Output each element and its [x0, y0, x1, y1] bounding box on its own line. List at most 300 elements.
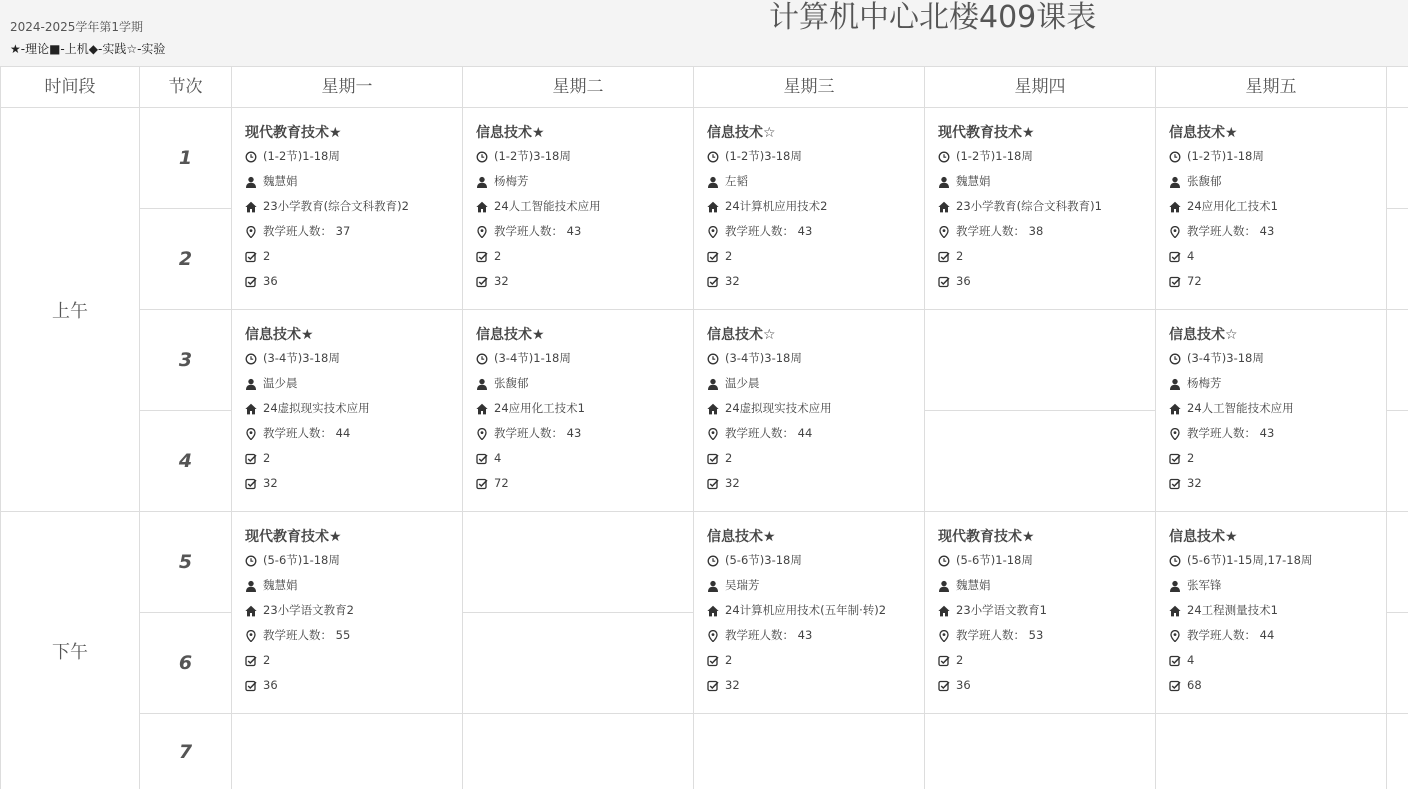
course-count-row	[707, 421, 832, 446]
user-icon	[1169, 580, 1181, 592]
course-class: 24人工智能技术应用	[494, 199, 601, 213]
page-title: 计算机中心北楼409课表	[769, 0, 1097, 35]
check-square-icon	[1169, 655, 1181, 667]
check-square-icon	[245, 680, 257, 692]
check-square-icon	[476, 251, 488, 263]
course-name: 信息技术☆	[707, 125, 776, 141]
course-weeks-row	[1169, 346, 1294, 371]
cell-tue-5[interactable]	[463, 512, 694, 613]
check-square-icon	[245, 276, 257, 288]
cell-mon-5-6[interactable]	[232, 512, 463, 714]
course-value2: 36	[956, 678, 971, 692]
course-entry[interactable]	[476, 324, 585, 496]
check-square-icon	[938, 276, 950, 288]
home-icon	[245, 201, 257, 213]
course-class-row	[245, 194, 409, 219]
course-value2: 32	[725, 476, 740, 490]
clock-icon	[938, 151, 950, 163]
course-name: 现代教育技术★	[938, 125, 1035, 141]
cell-overflow-2	[1387, 209, 1408, 310]
check-square-icon	[707, 453, 719, 465]
cell-tue-6[interactable]	[463, 613, 694, 714]
home-icon	[938, 605, 950, 617]
location-icon	[476, 428, 488, 440]
location-icon	[1169, 630, 1181, 642]
course-teacher: 左韬	[725, 174, 748, 188]
home-icon	[476, 403, 488, 415]
legend-label: ★-理论■-上机◆-实践☆-实验	[10, 42, 166, 56]
course-value2: 32	[263, 476, 278, 490]
clock-icon	[476, 353, 488, 365]
course-name: 现代教育技术★	[938, 529, 1035, 545]
course-count: 教学班人数： 37	[263, 224, 351, 238]
clock-icon	[707, 151, 719, 163]
course-teacher-row	[938, 169, 1102, 194]
time-slot-morning	[0, 108, 140, 512]
user-icon	[707, 580, 719, 592]
course-weeks: (5-6节)3-18周	[725, 553, 802, 567]
cell-overflow-4	[1387, 411, 1408, 512]
course-count: 教学班人数： 44	[1187, 628, 1275, 642]
course-value1: 2	[725, 653, 733, 667]
home-icon	[707, 201, 719, 213]
course-teacher-row	[707, 371, 832, 396]
header-day-mon: 星期一	[232, 66, 463, 108]
check-square-icon	[476, 453, 488, 465]
course-entry[interactable]	[245, 526, 354, 698]
course-class-row	[245, 396, 370, 421]
cell-mon-7[interactable]	[232, 714, 463, 789]
course-class: 24人工智能技术应用	[1187, 401, 1294, 415]
location-icon	[938, 226, 950, 238]
course-value2-row	[476, 269, 601, 294]
course-class-row	[707, 598, 886, 623]
course-value2-row	[1169, 269, 1278, 294]
course-weeks: (5-6节)1-18周	[263, 553, 340, 567]
course-class: 24虚拟现实技术应用	[725, 401, 832, 415]
course-weeks-row	[938, 548, 1047, 573]
course-weeks: (3-4节)3-18周	[725, 351, 802, 365]
check-square-icon	[245, 251, 257, 263]
course-teacher: 张馥郁	[1187, 174, 1222, 188]
course-class: 24虚拟现实技术应用	[263, 401, 370, 415]
course-teacher: 杨梅芳	[494, 174, 529, 188]
home-icon	[245, 605, 257, 617]
course-count-row	[476, 421, 585, 446]
course-class-row	[245, 598, 354, 623]
period-7: 7	[140, 714, 232, 789]
location-icon	[1169, 226, 1181, 238]
cell-tue-7[interactable]	[463, 714, 694, 789]
course-class: 24应用化工技术1	[494, 401, 585, 415]
course-value1-row	[1169, 446, 1294, 471]
user-icon	[245, 378, 257, 390]
course-value1: 4	[1187, 653, 1195, 667]
header-day-thu: 星期四	[925, 66, 1156, 108]
period-6: 6	[140, 613, 232, 714]
course-weeks: (3-4节)3-18周	[263, 351, 340, 365]
course-entry[interactable]	[245, 122, 409, 294]
course-entry[interactable]	[707, 526, 886, 698]
check-square-icon	[245, 655, 257, 667]
clock-icon	[245, 151, 257, 163]
clock-icon	[245, 555, 257, 567]
location-icon	[245, 630, 257, 642]
course-value1-row	[707, 648, 886, 673]
check-square-icon	[938, 680, 950, 692]
course-count-row	[476, 219, 601, 244]
course-entry[interactable]	[1169, 324, 1294, 496]
check-square-icon	[1169, 680, 1181, 692]
clock-icon	[1169, 353, 1181, 365]
course-value1-row	[938, 648, 1047, 673]
course-name: 信息技术★	[245, 327, 314, 343]
course-teacher: 魏慧娟	[956, 578, 991, 592]
cell-wed-5-6[interactable]	[694, 512, 925, 714]
check-square-icon	[1169, 478, 1181, 490]
home-icon	[938, 201, 950, 213]
course-value2-row	[1169, 471, 1294, 496]
course-class: 23小学教育(综合文科教育)1	[956, 199, 1102, 213]
period-4: 4	[140, 411, 232, 512]
course-count: 教学班人数： 38	[956, 224, 1044, 238]
course-value1-row	[245, 648, 354, 673]
course-teacher: 温少晨	[725, 376, 760, 390]
course-value2-row	[707, 269, 827, 294]
cell-thu-7[interactable]	[925, 714, 1156, 789]
course-weeks-row	[245, 144, 409, 169]
course-count-row	[938, 623, 1047, 648]
check-square-icon	[1169, 251, 1181, 263]
course-name: 信息技术★	[707, 529, 776, 545]
course-class-row	[1169, 396, 1294, 421]
user-icon	[707, 176, 719, 188]
course-count-row	[245, 623, 354, 648]
cell-fri-1-2[interactable]	[1156, 108, 1387, 310]
course-teacher: 杨梅芳	[1187, 376, 1222, 390]
cell-thu-3[interactable]	[925, 310, 1156, 411]
course-class-row	[476, 396, 585, 421]
location-icon	[1169, 428, 1181, 440]
course-count-row	[707, 623, 886, 648]
cell-tue-1-2[interactable]	[463, 108, 694, 310]
user-icon	[245, 580, 257, 592]
course-class-row	[1169, 598, 1312, 623]
course-class-row	[938, 194, 1102, 219]
course-value2: 36	[956, 274, 971, 288]
semester-label: 2024-2025学年第1学期	[10, 20, 144, 34]
course-value2-row	[245, 673, 354, 698]
course-value2: 72	[494, 476, 509, 490]
page-header	[0, 0, 1408, 67]
course-value2-row	[707, 673, 886, 698]
course-value1: 2	[725, 451, 733, 465]
cell-wed-7[interactable]	[694, 714, 925, 789]
check-square-icon	[938, 655, 950, 667]
user-icon	[1169, 378, 1181, 390]
course-count-row	[1169, 623, 1312, 648]
course-count-row	[938, 219, 1102, 244]
course-name: 信息技术★	[1169, 529, 1238, 545]
check-square-icon	[1169, 453, 1181, 465]
course-teacher: 魏慧娟	[956, 174, 991, 188]
course-value1: 2	[725, 249, 733, 263]
check-square-icon	[707, 251, 719, 263]
cell-thu-4[interactable]	[925, 411, 1156, 512]
clock-icon	[938, 555, 950, 567]
user-icon	[476, 176, 488, 188]
course-count: 教学班人数： 44	[725, 426, 813, 440]
course-value2: 32	[725, 274, 740, 288]
course-class-row	[938, 598, 1047, 623]
course-weeks: (1-2节)1-18周	[956, 149, 1033, 163]
course-value1-row	[1169, 648, 1312, 673]
course-teacher-row	[1169, 371, 1294, 396]
course-value2-row	[476, 471, 585, 496]
course-class: 24工程测量技术1	[1187, 603, 1278, 617]
clock-icon	[707, 555, 719, 567]
course-weeks: (1-2节)1-18周	[263, 149, 340, 163]
course-value1: 2	[263, 451, 271, 465]
cell-overflow-7	[1387, 714, 1408, 789]
user-icon	[476, 378, 488, 390]
course-teacher: 魏慧娟	[263, 174, 298, 188]
cell-fri-7[interactable]	[1156, 714, 1387, 789]
course-value2-row	[938, 269, 1102, 294]
home-icon	[707, 605, 719, 617]
location-icon	[707, 226, 719, 238]
course-count: 教学班人数： 55	[263, 628, 351, 642]
course-weeks-row	[245, 346, 370, 371]
course-weeks: (5-6节)1-15周,17-18周	[1187, 553, 1313, 567]
user-icon	[938, 176, 950, 188]
clock-icon	[245, 353, 257, 365]
course-teacher-row	[476, 371, 585, 396]
course-weeks: (1-2节)1-18周	[1187, 149, 1264, 163]
location-icon	[245, 226, 257, 238]
course-class: 24计算机应用技术(五年制·转)2	[725, 603, 887, 617]
course-value1: 4	[1187, 249, 1195, 263]
course-teacher-row	[1169, 169, 1278, 194]
header-day-wed: 星期三	[694, 66, 925, 108]
course-count-row	[707, 219, 827, 244]
cell-overflow-3	[1387, 310, 1408, 411]
check-square-icon	[707, 276, 719, 288]
home-icon	[707, 403, 719, 415]
user-icon	[938, 580, 950, 592]
period-3: 3	[140, 310, 232, 411]
time-slot-afternoon	[0, 512, 140, 789]
course-value2: 32	[1187, 476, 1202, 490]
course-weeks-row	[476, 346, 585, 371]
location-icon	[245, 428, 257, 440]
course-value2-row	[707, 471, 832, 496]
course-teacher: 张馥郁	[494, 376, 529, 390]
home-icon	[1169, 403, 1181, 415]
course-count-row	[245, 421, 370, 446]
course-weeks-row	[245, 548, 354, 573]
header-day-fri: 星期五	[1156, 66, 1387, 108]
cell-overflow-6	[1387, 613, 1408, 714]
location-icon	[707, 630, 719, 642]
course-count-row	[1169, 421, 1294, 446]
course-value2: 36	[263, 678, 278, 692]
course-count: 教学班人数： 43	[494, 224, 582, 238]
cell-mon-3-4[interactable]	[232, 310, 463, 512]
period-2: 2	[140, 209, 232, 310]
clock-icon	[1169, 151, 1181, 163]
course-value2: 68	[1187, 678, 1202, 692]
course-value2: 32	[494, 274, 509, 288]
course-teacher-row	[476, 169, 601, 194]
user-icon	[1169, 176, 1181, 188]
course-teacher-row	[245, 573, 354, 598]
course-weeks-row	[1169, 144, 1278, 169]
course-entry[interactable]	[938, 526, 1047, 698]
home-icon	[1169, 605, 1181, 617]
course-value1: 2	[263, 249, 271, 263]
course-value1-row	[707, 446, 832, 471]
course-weeks-row	[707, 548, 886, 573]
course-class: 23小学语文教育1	[956, 603, 1047, 617]
header-period: 节次	[140, 66, 232, 108]
cell-tue-3-4[interactable]	[463, 310, 694, 512]
clock-icon	[707, 353, 719, 365]
course-count: 教学班人数： 43	[1187, 224, 1275, 238]
course-teacher-row	[938, 573, 1047, 598]
course-count-row	[245, 219, 409, 244]
course-value1-row	[476, 446, 585, 471]
clock-icon	[476, 151, 488, 163]
course-weeks: (3-4节)3-18周	[1187, 351, 1264, 365]
clock-icon	[1169, 555, 1181, 567]
location-icon	[938, 630, 950, 642]
course-teacher-row	[707, 573, 886, 598]
course-weeks: (5-6节)1-18周	[956, 553, 1033, 567]
course-value2: 36	[263, 274, 278, 288]
course-weeks: (1-2节)3-18周	[725, 149, 802, 163]
course-value1-row	[938, 244, 1102, 269]
location-icon	[707, 428, 719, 440]
course-entry[interactable]	[938, 122, 1102, 294]
course-weeks-row	[476, 144, 601, 169]
check-square-icon	[245, 478, 257, 490]
course-weeks-row	[1169, 548, 1312, 573]
check-square-icon	[707, 478, 719, 490]
schedule-table	[0, 66, 1408, 789]
course-count: 教学班人数： 44	[263, 426, 351, 440]
course-name: 现代教育技术★	[245, 125, 342, 141]
course-value1-row	[245, 446, 370, 471]
course-class: 24应用化工技术1	[1187, 199, 1278, 213]
course-count: 教学班人数： 43	[725, 224, 813, 238]
course-value1-row	[476, 244, 601, 269]
course-teacher: 魏慧娟	[263, 578, 298, 592]
course-value2-row	[245, 269, 409, 294]
time-slot-morning-label: 上午	[52, 300, 88, 322]
course-entry[interactable]	[245, 324, 370, 496]
header-day-tue: 星期二	[463, 66, 694, 108]
course-value2-row	[938, 673, 1047, 698]
course-value1: 2	[956, 249, 964, 263]
course-value1: 2	[263, 653, 271, 667]
course-count: 教学班人数： 53	[956, 628, 1044, 642]
cell-thu-5-6[interactable]	[925, 512, 1156, 714]
period-1: 1	[140, 108, 232, 209]
course-value1: 4	[494, 451, 502, 465]
course-entry[interactable]	[1169, 122, 1278, 294]
cell-wed-1-2[interactable]	[694, 108, 925, 310]
course-class: 23小学语文教育2	[263, 603, 354, 617]
cell-fri-3-4[interactable]	[1156, 310, 1387, 512]
course-count: 教学班人数： 43	[494, 426, 582, 440]
course-value2-row	[245, 471, 370, 496]
course-name: 信息技术☆	[707, 327, 776, 343]
user-icon	[707, 378, 719, 390]
course-count: 教学班人数： 43	[1187, 426, 1275, 440]
location-icon	[476, 226, 488, 238]
course-name: 信息技术★	[476, 327, 545, 343]
home-icon	[476, 201, 488, 213]
check-square-icon	[938, 251, 950, 263]
cell-mon-1-2[interactable]	[232, 108, 463, 310]
header-time-slot: 时间段	[0, 66, 140, 108]
user-icon	[245, 176, 257, 188]
cell-overflow-1	[1387, 108, 1408, 209]
course-count-row	[1169, 219, 1278, 244]
course-value1-row	[707, 244, 827, 269]
course-value1: 2	[1187, 451, 1195, 465]
home-icon	[245, 403, 257, 415]
time-slot-afternoon-label: 下午	[52, 641, 88, 663]
check-square-icon	[1169, 276, 1181, 288]
course-teacher: 温少晨	[263, 376, 298, 390]
course-teacher-row	[707, 169, 827, 194]
course-class: 24计算机应用技术2	[725, 199, 828, 213]
cell-thu-1-2[interactable]	[925, 108, 1156, 310]
course-weeks-row	[707, 346, 832, 371]
course-entry[interactable]	[1169, 526, 1312, 698]
course-value1: 2	[956, 653, 964, 667]
course-value2: 72	[1187, 274, 1202, 288]
cell-fri-5-6[interactable]	[1156, 512, 1387, 714]
course-value1-row	[1169, 244, 1278, 269]
check-square-icon	[245, 453, 257, 465]
check-square-icon	[476, 478, 488, 490]
course-entry[interactable]	[476, 122, 601, 294]
check-square-icon	[707, 680, 719, 692]
home-icon	[1169, 201, 1181, 213]
cell-wed-3-4[interactable]	[694, 310, 925, 512]
course-class-row	[476, 194, 601, 219]
course-entry[interactable]	[707, 122, 827, 294]
course-class-row	[707, 194, 827, 219]
header-day-overflow	[1387, 66, 1408, 108]
course-teacher-row	[1169, 573, 1312, 598]
cell-overflow-5	[1387, 512, 1408, 613]
course-entry[interactable]	[707, 324, 832, 496]
course-weeks-row	[707, 144, 827, 169]
check-square-icon	[476, 276, 488, 288]
course-value2-row	[1169, 673, 1312, 698]
course-name: 信息技术★	[1169, 125, 1238, 141]
course-value2: 32	[725, 678, 740, 692]
period-5: 5	[140, 512, 232, 613]
course-teacher: 吴瑞芳	[725, 578, 760, 592]
course-value1: 2	[494, 249, 502, 263]
course-weeks-row	[938, 144, 1102, 169]
course-teacher: 张军锋	[1187, 578, 1222, 592]
